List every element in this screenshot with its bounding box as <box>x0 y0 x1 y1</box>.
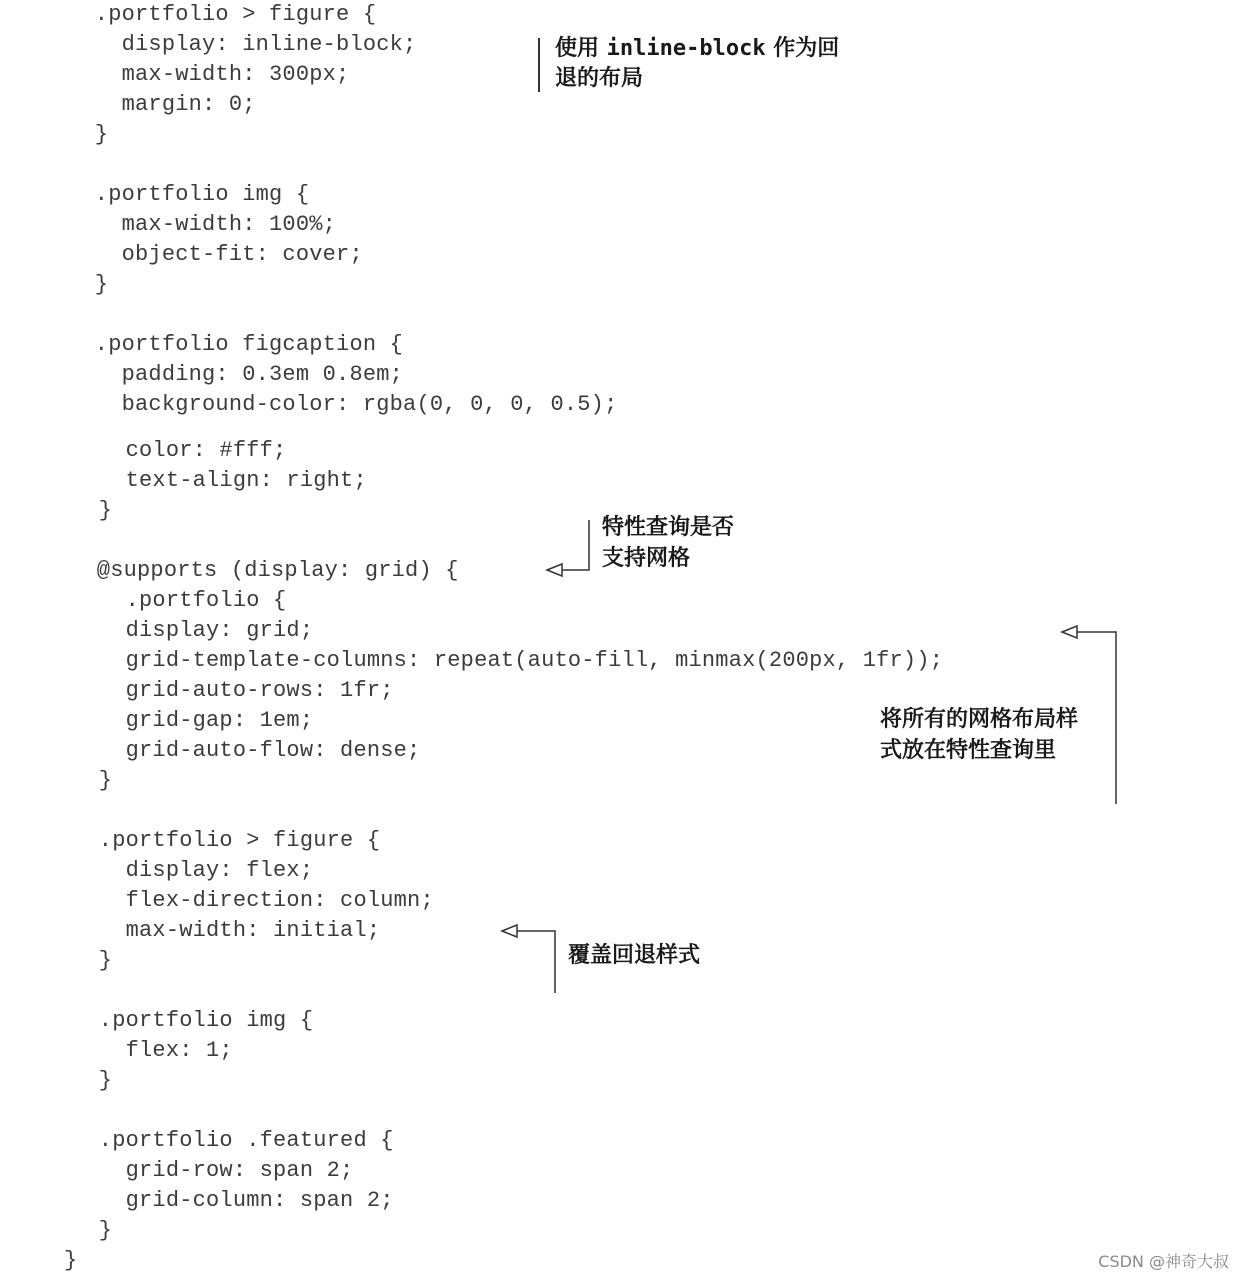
grid-styles-annotation-line2: 式放在特性查询里 <box>880 738 1057 763</box>
code-line-42: } <box>64 1248 78 1273</box>
code-line-29: display: flex; <box>72 858 314 883</box>
code-line-7: .portfolio img { <box>68 182 310 207</box>
code-line-3: max-width: 300px; <box>68 62 350 87</box>
watermark: CSDN @神奇大叔 <box>1098 1252 1229 1271</box>
grid-styles-annotation-line1: 将所有的网格布局样 <box>880 707 1079 732</box>
code-line-38: .portfolio .featured { <box>72 1128 394 1153</box>
code-line-24: grid-gap: 1em; <box>72 708 314 733</box>
code-line-12: .portfolio figcaption { <box>68 332 404 357</box>
feature-query-annotation-line2: 支持网格 <box>602 546 691 571</box>
code-line-17: } <box>72 498 113 523</box>
code-line-40: grid-column: span 2; <box>72 1188 394 1213</box>
override-annotation: 覆盖回退样式 <box>568 943 701 968</box>
code-line-9: object-fit: cover; <box>68 242 363 267</box>
code-line-10: } <box>68 272 109 297</box>
code-line-22: grid-template-columns: repeat(auto-fill, minmax(200px, 1fr)); <box>72 648 944 673</box>
code-line-19: @supports (display: grid) { <box>70 558 459 583</box>
feature-query-annotation-line1: 特性查询是否 <box>602 515 735 540</box>
code-line-25: grid-auto-flow: dense; <box>72 738 421 763</box>
code-line-20: .portfolio { <box>72 588 287 613</box>
fallback-annotation-line2: 退的布局 <box>555 66 644 91</box>
override-callout-line <box>517 931 555 993</box>
code-line-4: margin: 0; <box>68 92 256 117</box>
code-line-13: padding: 0.3em 0.8em; <box>68 362 404 387</box>
code-line-15: color: #fff; <box>72 438 287 463</box>
code-line-5: } <box>68 122 109 147</box>
code-line-32: } <box>72 948 113 973</box>
code-line-31: max-width: initial; <box>72 918 381 943</box>
code-line-30: flex-direction: column; <box>72 888 434 913</box>
feature-query-arrowhead <box>547 564 562 576</box>
code-line-8: max-width: 100%; <box>68 212 337 237</box>
fallback-annotation-keyword: inline-block <box>606 36 766 61</box>
code-line-28: .portfolio > figure { <box>72 828 381 853</box>
code-line-23: grid-auto-rows: 1fr; <box>72 678 394 703</box>
code-line-1: .portfolio > figure { <box>68 2 377 27</box>
fallback-annotation-post: 作为回 <box>765 36 840 61</box>
code-line-36: } <box>72 1068 113 1093</box>
feature-query-callout-line <box>562 520 589 570</box>
code-line-35: flex: 1; <box>72 1038 233 1063</box>
fallback-annotation-pre: 使用 <box>555 36 607 61</box>
code-line-34: .portfolio img { <box>72 1008 314 1033</box>
code-line-26: } <box>72 768 113 793</box>
code-line-14: background-color: rgba(0, 0, 0, 0.5); <box>68 392 618 417</box>
code-line-2: display: inline-block; <box>68 32 417 57</box>
code-line-39: grid-row: span 2; <box>72 1158 354 1183</box>
grid-styles-arrowhead <box>1062 626 1077 638</box>
override-arrowhead <box>502 925 517 937</box>
code-line-16: text-align: right; <box>72 468 367 493</box>
code-line-41: } <box>72 1218 113 1243</box>
grid-styles-callout-line <box>1077 632 1116 804</box>
fallback-annotation <box>555 34 839 64</box>
code-line-21: display: grid; <box>72 618 314 643</box>
